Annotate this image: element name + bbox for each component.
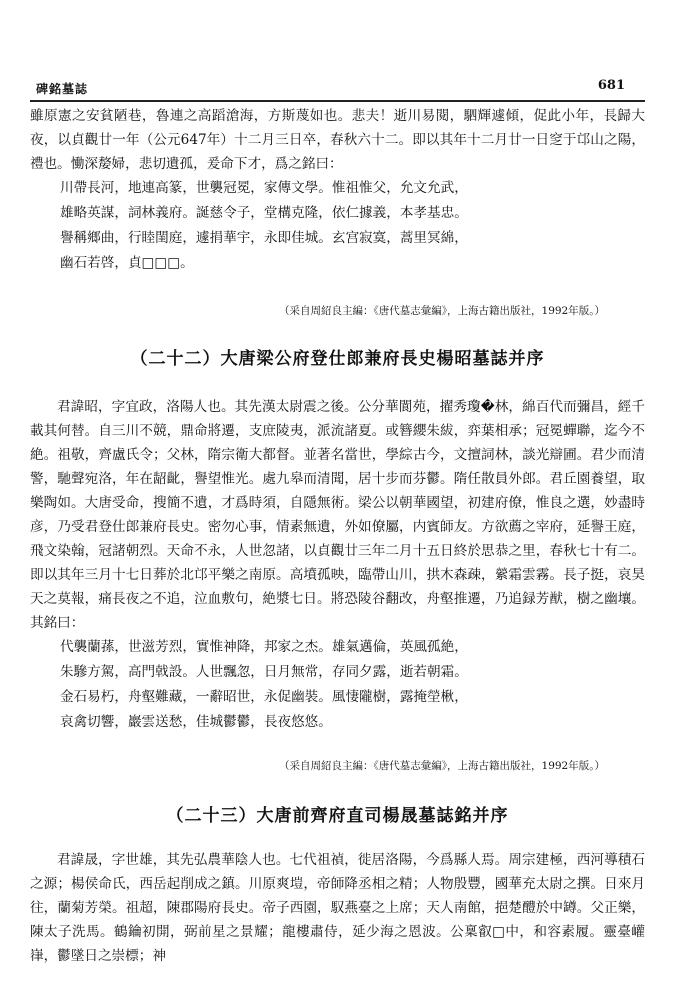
running-header bbox=[30, 78, 645, 98]
prose-line: 川，拱木森疎，縈霜雲霧。長子挺，哀昊天之莫報，痛長夜之不追，泣血敷句，絶漿七 bbox=[30, 567, 646, 607]
page-number: 681 bbox=[597, 78, 625, 93]
prose-line: 君諱昭，字宜政，洛陽人也。其先漢太尉震之後。公分華閬苑，擢秀瓊�林，綿百代 bbox=[57, 399, 564, 415]
prose-line: 處九皋而清聞，居十步而芬鬱。隋任散員外郎。君丘園養望，取樂陶如。大唐受命，搜 bbox=[30, 471, 646, 511]
epitaph-23 bbox=[30, 801, 645, 968]
prose-line: 簡不遺，才爲時須，自隱無術。梁公以朝華國望，初建府僚，惟良之選，妙盡時彦，乃 bbox=[30, 495, 646, 535]
section-title: 大唐前齊府直司楊晟墓誌銘并序 bbox=[256, 806, 509, 826]
verse-line: 代襲蘭蓀，世滋芳烈，實惟神降，邦家之杰。雄氣邁倫，英風孤絶， bbox=[60, 639, 468, 655]
prose-paragraph bbox=[30, 395, 645, 635]
prose-line: 世，學綜古今，文擅詞林，談光辯圃。君少而清警，馳聲宛洛，年在龆齔，譽望惟光。 bbox=[30, 447, 646, 487]
prose-line: 君諱晟，字世雄，其先弘農華陰人也。七代祖禎，徙居洛陽，今爲縣人焉。周宗建 bbox=[57, 852, 550, 868]
prose-line: 臺之上席；天人南館，挹楚醴於中罇。父正樂，陳太子洗馬。鶴鑰初開，弼前星之景 bbox=[30, 900, 646, 940]
section-number: （二十三） bbox=[166, 806, 257, 826]
section-heading bbox=[30, 344, 645, 369]
verse-line: 哀禽切響，巖雲送愁，佳城鬱鬱，長夜悠悠。 bbox=[60, 714, 332, 730]
inscription-verse bbox=[30, 635, 645, 735]
prose-line: 雖原憲之安貧陋巷，魯連之高蹈滄海，方斯蔑如也。悲夫！逝川易閱，駟輝遽傾，促此 bbox=[30, 108, 562, 124]
prose-line: 耀；龍樓肅侍，延少海之恩波。公稟叡□中，和容素履。靈臺巏嵂，鬱墜日之崇標；神 bbox=[30, 924, 646, 964]
verse-line: 金石易朽，舟壑難藏，一辭昭世，永促幽裝。風悽隴樹，露掩塋楸， bbox=[60, 689, 468, 705]
section-title: 大唐梁公府登仕郎兼府長史楊昭墓誌并序 bbox=[220, 349, 545, 369]
verse-line: 幽石若啓，貞□□□。 bbox=[60, 255, 194, 271]
prose-line: 受君登仕郎兼府長史。密勿心事，情素無遺，外如僚屬，内賓師友。方欲薦之宰府，延 bbox=[71, 519, 591, 535]
page-content bbox=[30, 104, 645, 968]
prose-line: 譽王庭，飛文染翰，冠諸朝烈。天命不永，人世忽諸，以貞觀廿三年二月十五日終於思 bbox=[30, 519, 646, 559]
prose-line: 二月廿一日窆于邙山之陽，禮也。慟深嫠婦，悲切遺孤，爰命下才，爲之銘曰： bbox=[30, 132, 645, 172]
prose-line: 弈葉相承；冠冕蟬聯，迄今不絶。祖敬，齊盧氏令；父林，隋宗衛大都督。並著名當 bbox=[30, 423, 646, 463]
prose-line: 極，西河導積石之源；楊侯命氏，西岳起削成之鎮。川原爽塏，帝師降丞相之精；人物 bbox=[30, 852, 646, 892]
prose-line: 小年，長歸大夜，以貞觀廿一年（公元647年）十二月三日卒，春秋六十二。即以其年十 bbox=[30, 108, 646, 148]
epitaph-22 bbox=[30, 344, 645, 775]
section-number: （二十二） bbox=[130, 349, 221, 369]
header-rule bbox=[30, 100, 645, 102]
previous-epitaph-ending bbox=[30, 104, 645, 320]
prose-paragraph bbox=[30, 104, 645, 176]
source-citation: （采自周紹良主編：《唐代墓志彙編》，上海古籍出版社，1992年版。） bbox=[279, 305, 605, 317]
section-heading bbox=[30, 801, 645, 826]
prose-paragraph bbox=[30, 848, 645, 968]
verse-line: 雄略英謀，詞林義府。誕慈令子，堂構克隆，依仁據義，本孝基忠。 bbox=[60, 205, 468, 221]
running-header-title: 碑銘墓誌 bbox=[36, 82, 89, 96]
prose-line: 殷豐，國華充太尉之撰。日來月往，蘭菊芳榮。祖超，陳郡陽府長史。帝子西園，馭燕 bbox=[30, 876, 645, 916]
prose-line: 恭之里，春秋七十有二。即以其年三月十七日葬於北邙平樂之南原。高墳孤映，臨帶山 bbox=[30, 543, 646, 583]
source-citation: （采自周紹良主編：《唐代墓志彙編》，上海古籍出版社，1992年版。） bbox=[279, 760, 605, 772]
verse-line: 譽稱鄉曲，行睦閨庭，遽捐華宇，永即佳城。玄宫寂寞，蒿里冥綿， bbox=[60, 230, 468, 246]
verse-line: 川帶長河，地連高篆，世襲冠冕，家傳文學。惟祖惟父，允文允武， bbox=[60, 180, 468, 196]
inscription-verse bbox=[30, 176, 645, 276]
prose-line: 日。將恐陵谷翻改，舟壑推遷，乃追録芳猷，樹之幽壤。其銘曰： bbox=[30, 591, 646, 631]
verse-line: 朱驂方駕，高門戟設。人世飄忽，日月無常，存同夕露，逝若朝霜。 bbox=[60, 664, 468, 680]
prose-line: 而彌昌，經千載其何替。自三川不競，鼎命將遷，支庶陵夷，派流諸夏。或簪纓朱紱， bbox=[30, 399, 646, 439]
